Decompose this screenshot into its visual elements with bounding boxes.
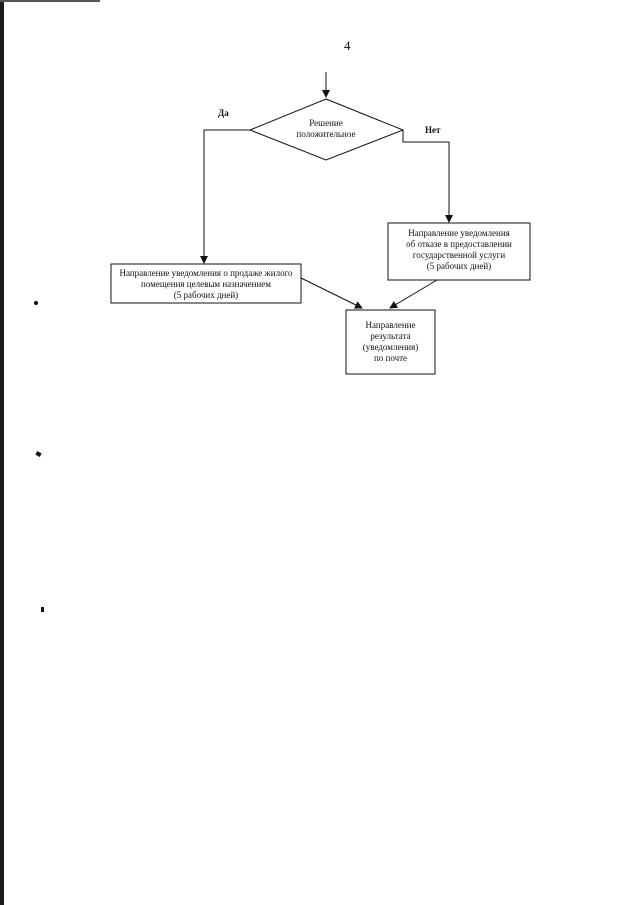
box-sale [112, 268, 300, 301]
box-refusal-line-3: государственной услуги [412, 250, 506, 260]
box-refusal-line-1: Направление уведомления [408, 228, 510, 238]
box-refusal [389, 228, 529, 272]
decision-line-1: Решение [309, 118, 343, 128]
scan-speck [34, 301, 38, 305]
box-refusal-line-2: об отказе в предоставлении [406, 239, 512, 249]
arrow-refusal-to-result [390, 280, 437, 308]
box-result-line-4: по почте [373, 353, 408, 363]
decision-node [276, 118, 376, 140]
box-sale-line-3: (5 рабочих дней) [173, 290, 239, 300]
arrow-sale-to-result [301, 278, 362, 308]
box-refusal-line-4: (5 рабочих дней) [426, 261, 492, 271]
box-sale-line-1: Направление уведомления о продаже жилого [119, 268, 293, 278]
box-result [347, 320, 434, 364]
box-sale-line-2: помещения целевым назначением [141, 279, 271, 289]
branch-yes-label: Да [218, 108, 229, 118]
arrow-no-branch [403, 130, 449, 222]
box-result-line-3: (уведомления) [362, 342, 419, 352]
branch-no-label: Нет [425, 125, 441, 135]
scan-speck [41, 607, 44, 612]
box-result-line-1: Направление [365, 320, 416, 330]
page-number: 4 [344, 38, 351, 53]
decision-line-2: положительное [296, 129, 356, 139]
box-result-line-2: результата [370, 331, 411, 341]
arrow-yes-branch [204, 130, 250, 263]
